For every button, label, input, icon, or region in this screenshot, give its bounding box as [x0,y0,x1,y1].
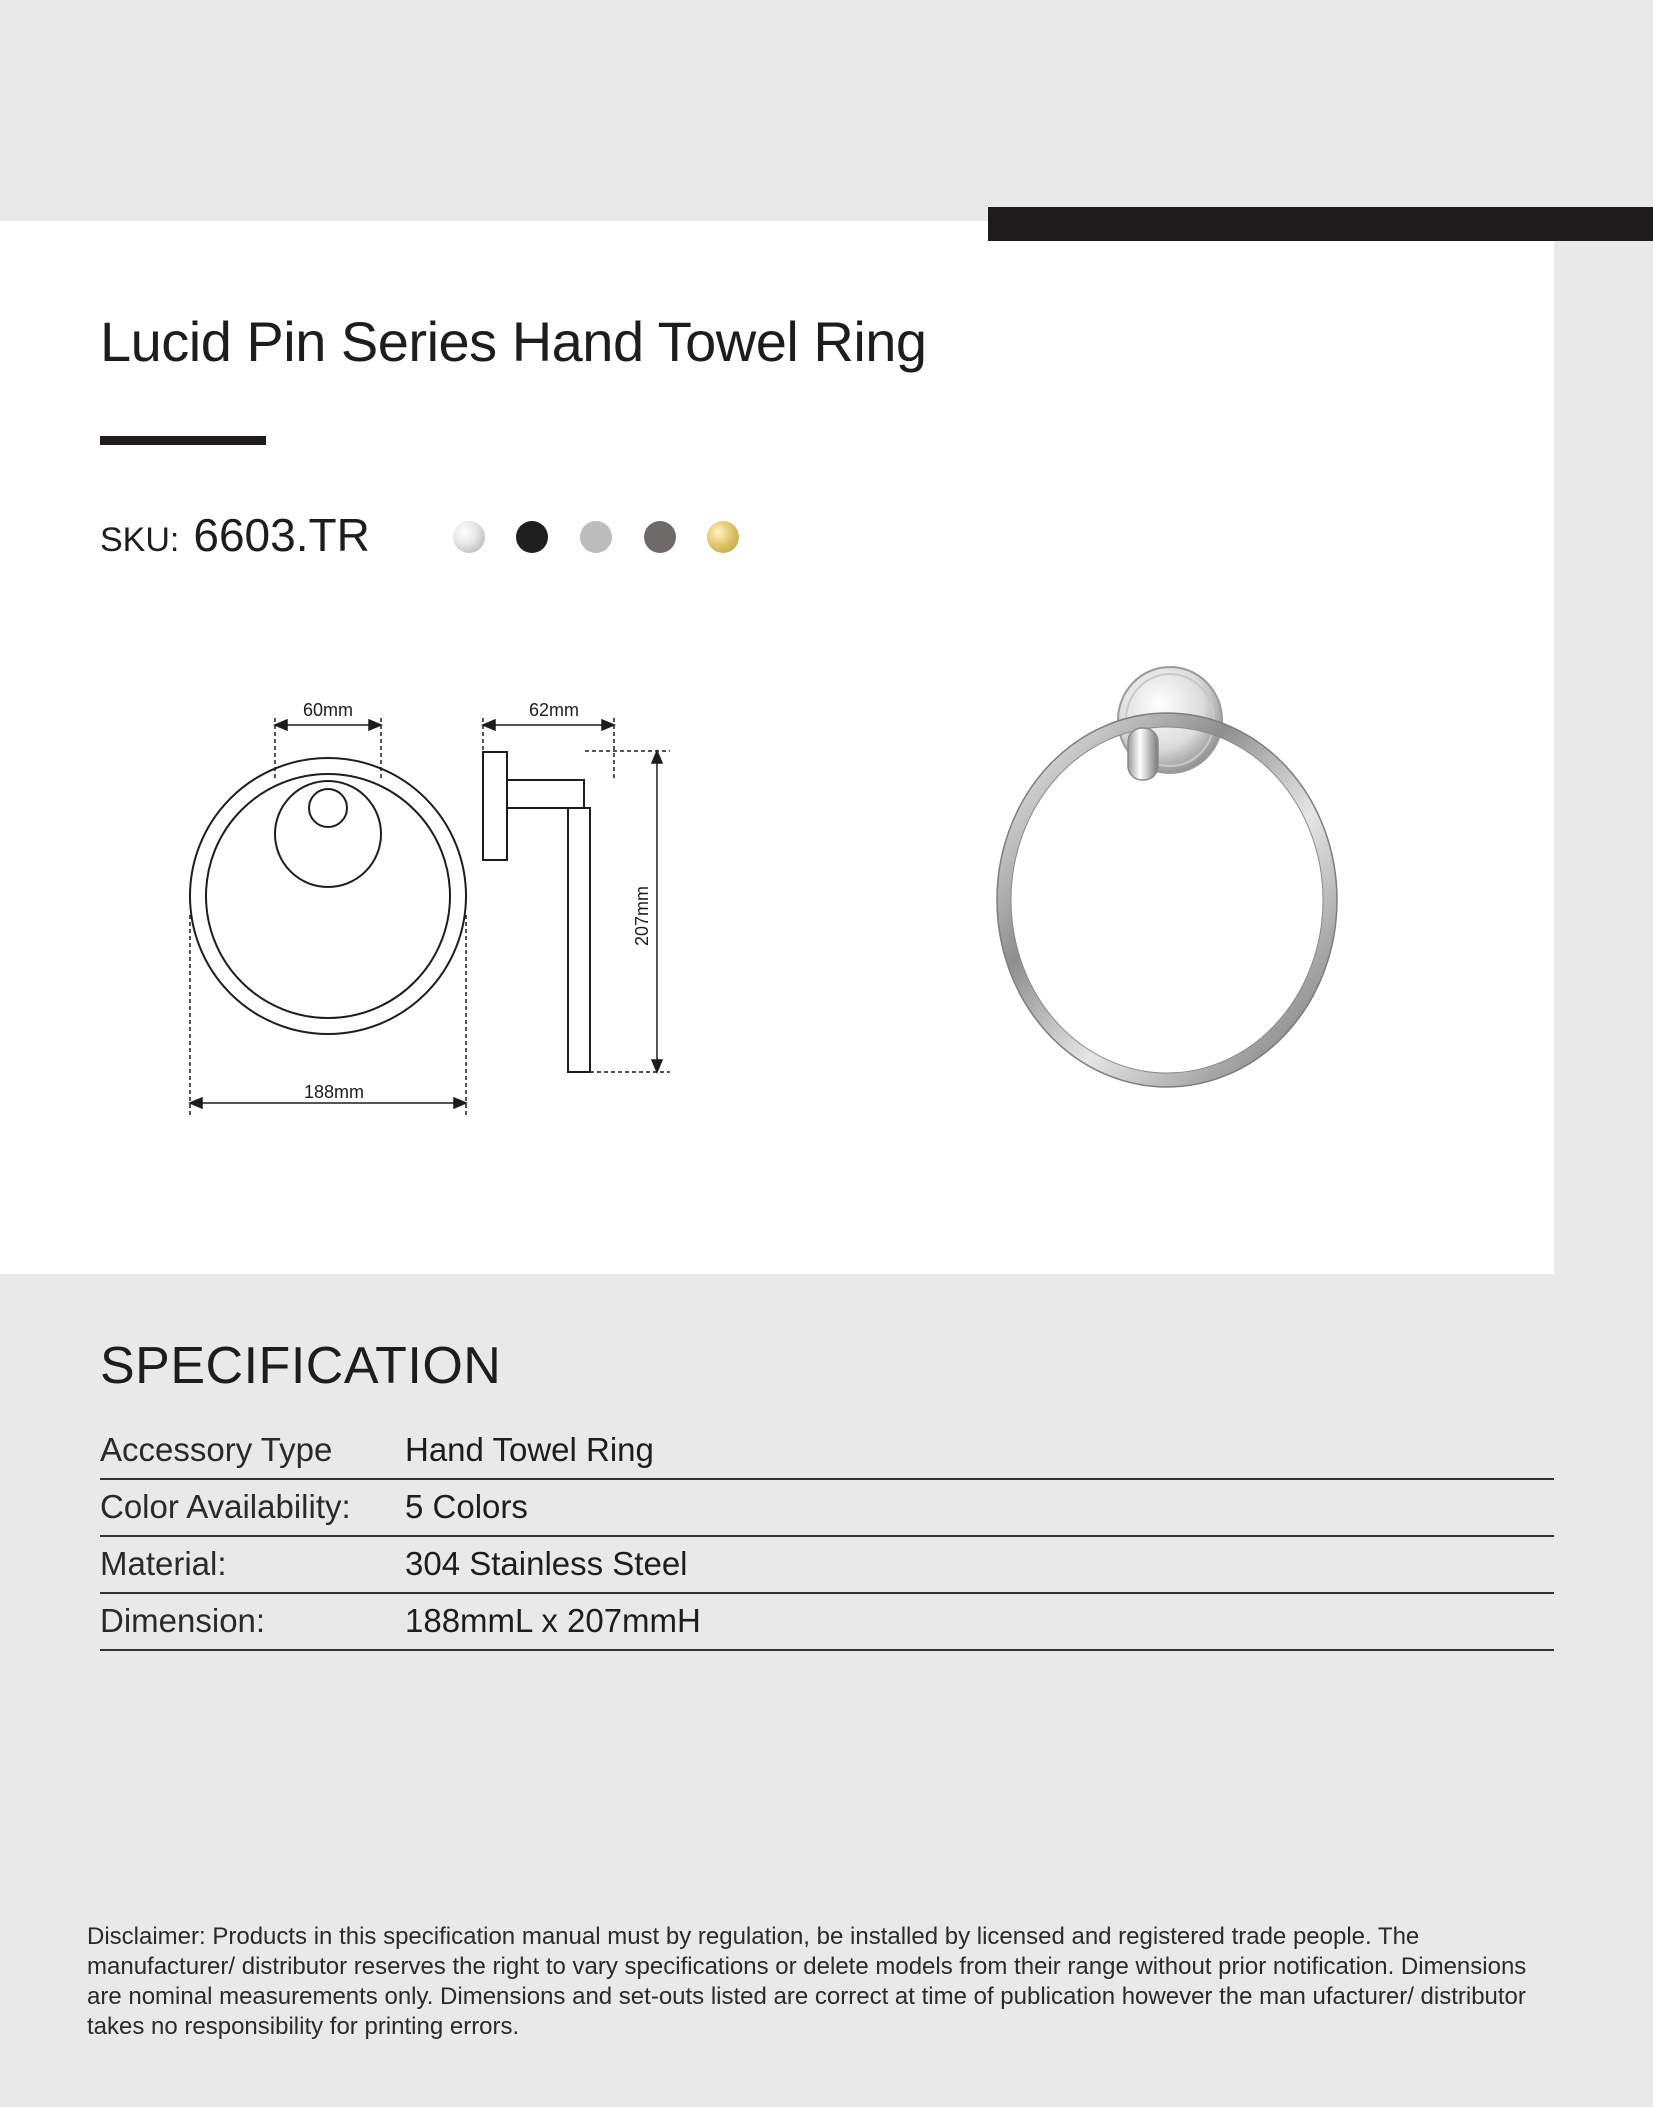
spec-row [100,1480,1554,1537]
spec-label: Dimension: [100,1602,266,1639]
spec-value: Hand Towel Ring [405,1431,654,1468]
spec-row [100,1537,1554,1594]
spec-value: 304 Stainless Steel [405,1545,688,1582]
dim-height-label: 207mm [632,885,652,947]
spec-label: Color Availability: [100,1488,351,1525]
sku-value: 6603.TR [193,509,370,561]
dim-height [585,751,670,1072]
disclaimer-text: Disclaimer: Products in this specification manual must by regulation, be installed by licensed and registered trade people. The manufacturer/ distributor reserves the right to vary specifications or delete models from their range without prior notification. Dimensions are nominal measurements only. Dimensions and set-outs listed are correct at time of publication however the man ufacturer/ distributor takes no responsibility for printing errors. [87,1923,1527,2040]
swatch-gunmetal[interactable] [644,521,676,553]
specification-heading: SPECIFICATION [100,1337,502,1395]
spec-value: 188mmL x 207mmH [405,1602,701,1639]
front-view [190,758,466,1034]
swatch-brushed-gold[interactable] [707,521,739,553]
swatch-brushed-nickel[interactable] [580,521,612,553]
technical-drawing [170,680,690,1120]
sku-row [100,508,370,568]
spec-row [100,1423,1554,1480]
specification-table [100,1423,1554,1651]
side-view [483,752,590,1072]
dim-side-depth-label: 62mm [528,700,580,720]
title-underline [100,436,266,445]
spec-value: 5 Colors [405,1488,528,1525]
spec-label: Accessory Type [100,1431,333,1468]
product-photo [960,660,1360,1130]
sku-label: SKU: [100,521,180,559]
dim-overall-width-label: 188mm [303,1082,365,1102]
product-title: Lucid Pin Series Hand Towel Ring [100,310,927,373]
header-accent-bar [988,207,1653,241]
dim-front-width [275,718,381,780]
swatch-matte-black[interactable] [516,521,548,553]
dim-front-width-label: 60mm [302,700,354,720]
spec-row [100,1594,1554,1651]
spec-label: Material: [100,1545,227,1582]
swatch-chrome[interactable] [453,521,485,553]
